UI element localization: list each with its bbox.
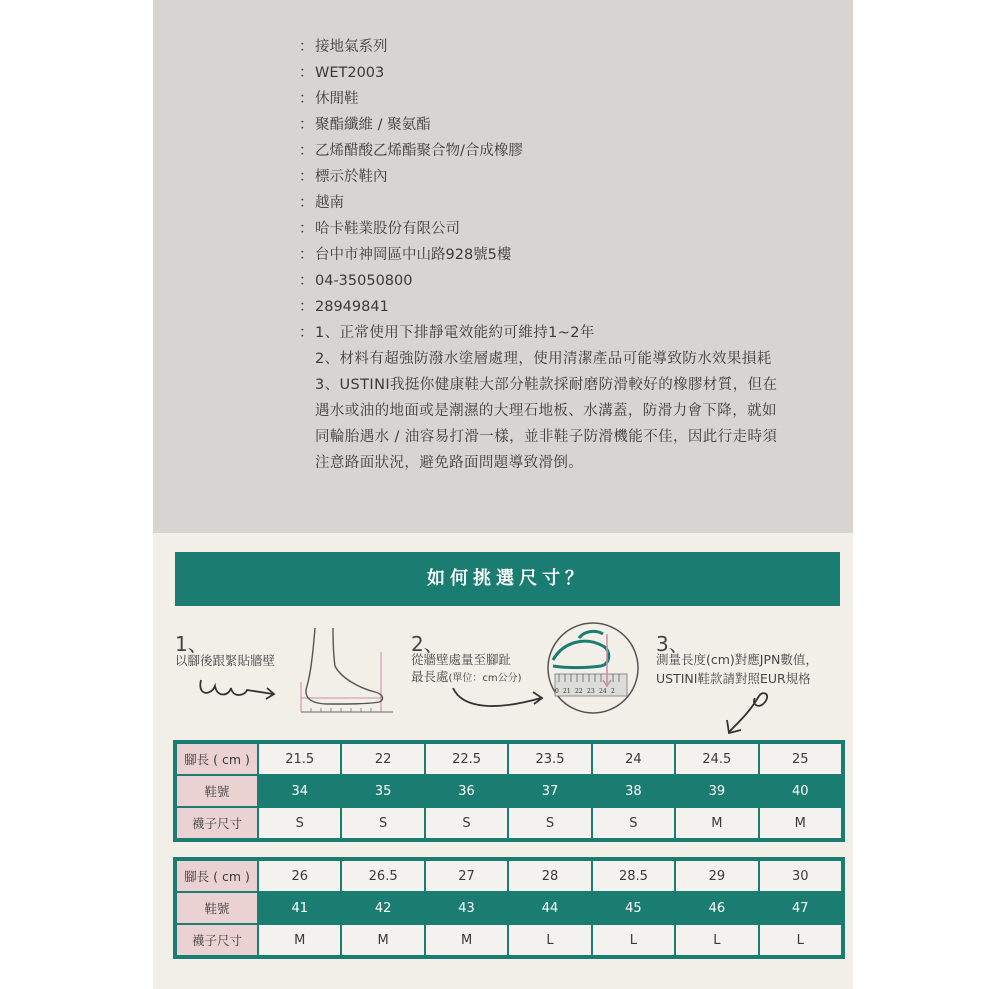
row-label-shoe-size: 鞋號	[177, 893, 257, 923]
sock-size-cell: L	[760, 925, 841, 955]
spec-colon: ：	[299, 195, 314, 211]
spec-value: 04-35050800	[315, 273, 413, 289]
spec-colon: ：	[299, 169, 314, 185]
sock-size-cell: M	[676, 808, 757, 838]
sock-size-cell: S	[259, 808, 340, 838]
foot-length-cell: 22.5	[426, 744, 507, 774]
ruler-tick: 24	[599, 688, 607, 695]
foot-length-cell: 26.5	[342, 861, 423, 891]
foot-length-cell: 23.5	[509, 744, 590, 774]
curved-arrow-icon	[449, 684, 549, 712]
sock-size-cell: M	[760, 808, 841, 838]
ruler-tick: 0	[555, 688, 559, 695]
sock-size-cell: S	[509, 808, 590, 838]
shoe-size-cell: 46	[676, 893, 757, 923]
spec-value: 28949841	[315, 299, 389, 315]
shoe-size-cell: 47	[760, 893, 841, 923]
foot-length-cell: 30	[760, 861, 841, 891]
spec-value: 乙烯醋酸乙烯酯聚合物/合成橡膠	[315, 143, 523, 159]
shoe-size-cell: 41	[259, 893, 340, 923]
note-line: 2、材料有超強防潑水塗層處理，使用清潔產品可能導致防水效果損耗	[315, 351, 772, 367]
row-label-sock-size: 襪子尺寸	[177, 925, 257, 955]
foot-length-cell: 24	[593, 744, 674, 774]
spec-colon: ：	[299, 273, 314, 289]
note-line: 3、USTINI我挺你健康鞋大部分鞋款採耐磨防滑較好的橡膠材質，但在	[315, 377, 778, 393]
step-2-number: 2、	[411, 632, 444, 656]
spec-value: 越南	[315, 195, 344, 211]
shoe-size-row	[177, 776, 841, 806]
ruler-tick: 23	[587, 688, 595, 695]
ruler-tick: 22	[575, 688, 583, 695]
size-table-1	[173, 740, 845, 842]
sock-size-cell: M	[426, 925, 507, 955]
row-label-foot-length: 腳長 ( cm )	[177, 744, 257, 774]
shoe-size-cell: 35	[342, 776, 423, 806]
step-1-text: 以腳後跟緊貼牆壁	[175, 653, 276, 668]
product-info-panel	[153, 0, 853, 989]
shoe-size-cell: 40	[760, 776, 841, 806]
shoe-size-cell: 36	[426, 776, 507, 806]
shoe-size-cell: 39	[676, 776, 757, 806]
spec-colon: ：	[299, 325, 314, 341]
foot-length-cell: 28	[509, 861, 590, 891]
shoe-size-cell: 43	[426, 893, 507, 923]
spec-value: 哈卡鞋業股份有限公司	[315, 221, 460, 237]
spec-colon: ：	[299, 143, 314, 159]
sock-size-row	[177, 925, 841, 955]
spec-value: 休閒鞋	[315, 91, 359, 107]
note-line: 1、正常使用下排靜電效能約可維持1~2年	[315, 325, 595, 341]
spec-colon: ：	[299, 65, 314, 81]
down-arrow-icon	[721, 690, 781, 740]
sock-size-cell: L	[509, 925, 590, 955]
foot-length-cell: 25	[760, 744, 841, 774]
spec-value: 台中市神岡區中山路928號5樓	[315, 247, 512, 263]
note-line: 遇水或油的地面或是潮濕的大理石地板、水溝蓋，防滑力會下降，就如	[315, 403, 777, 419]
spec-value: 聚酯纖維 / 聚氨酯	[315, 117, 431, 133]
foot-length-cell: 28.5	[593, 861, 674, 891]
foot-length-cell: 27	[426, 861, 507, 891]
foot-length-cell: 29	[676, 861, 757, 891]
step-1-number: 1、	[175, 632, 208, 656]
spec-value: WET2003	[315, 65, 385, 81]
row-label-sock-size: 襪子尺寸	[177, 808, 257, 838]
spec-value: 接地氣系列	[315, 39, 388, 55]
sock-size-cell: S	[593, 808, 674, 838]
size-guide-title: 如何挑選尺寸？	[175, 552, 840, 606]
sock-size-cell: S	[426, 808, 507, 838]
step-2-text-line2-main: 最長處	[411, 669, 449, 684]
size-table-2	[173, 857, 845, 959]
step-3-text-line2: USTINI鞋款請對照EUR規格	[656, 671, 811, 686]
ruler-tick: 2	[611, 688, 615, 695]
note-line: 同輪胎遇水 / 油容易打滑一樣，並非鞋子防滑機能不佳，因此行走時須	[315, 429, 778, 445]
shoe-size-row	[177, 893, 841, 923]
sock-size-cell: L	[676, 925, 757, 955]
foot-length-cell: 22	[342, 744, 423, 774]
foot-length-cell: 26	[259, 861, 340, 891]
shoe-size-cell: 38	[593, 776, 674, 806]
heel-arrow-icon	[197, 674, 279, 704]
spec-value: 標示於鞋內	[315, 169, 388, 185]
shoe-size-cell: 37	[509, 776, 590, 806]
row-label-foot-length: 腳長 ( cm )	[177, 861, 257, 891]
foot-length-cell: 24.5	[676, 744, 757, 774]
spec-colon: ：	[299, 299, 314, 315]
sock-size-cell: M	[259, 925, 340, 955]
row-label-shoe-size: 鞋號	[177, 776, 257, 806]
spec-colon: ：	[299, 117, 314, 133]
sock-size-cell: S	[342, 808, 423, 838]
foot-against-wall-icon	[289, 622, 397, 718]
sock-size-cell: L	[593, 925, 674, 955]
shoe-size-cell: 44	[509, 893, 590, 923]
step-3-number: 3、	[656, 632, 689, 656]
spec-section	[153, 0, 853, 533]
shoe-size-cell: 42	[342, 893, 423, 923]
foot-length-row	[177, 861, 841, 891]
step-2-unit: (單位：cm公分)	[448, 673, 522, 684]
sock-size-row	[177, 808, 841, 838]
step-2-text-line1: 從牆壁處量至腳趾	[411, 652, 512, 667]
spec-colon: ：	[299, 247, 314, 263]
spec-colon: ：	[299, 39, 314, 55]
step-3-text-line1: 測量長度(cm)對應JPN數值，	[656, 652, 818, 667]
spec-colon: ：	[299, 221, 314, 237]
sock-size-cell: M	[342, 925, 423, 955]
measure-foot-icon	[545, 620, 641, 716]
foot-length-row	[177, 744, 841, 774]
spec-colon: ：	[299, 91, 314, 107]
shoe-size-cell: 34	[259, 776, 340, 806]
ruler-tick: 21	[563, 688, 571, 695]
shoe-size-cell: 45	[593, 893, 674, 923]
foot-length-cell: 21.5	[259, 744, 340, 774]
note-line: 注意路面狀況，避免路面問題導致滑倒。	[315, 455, 584, 471]
